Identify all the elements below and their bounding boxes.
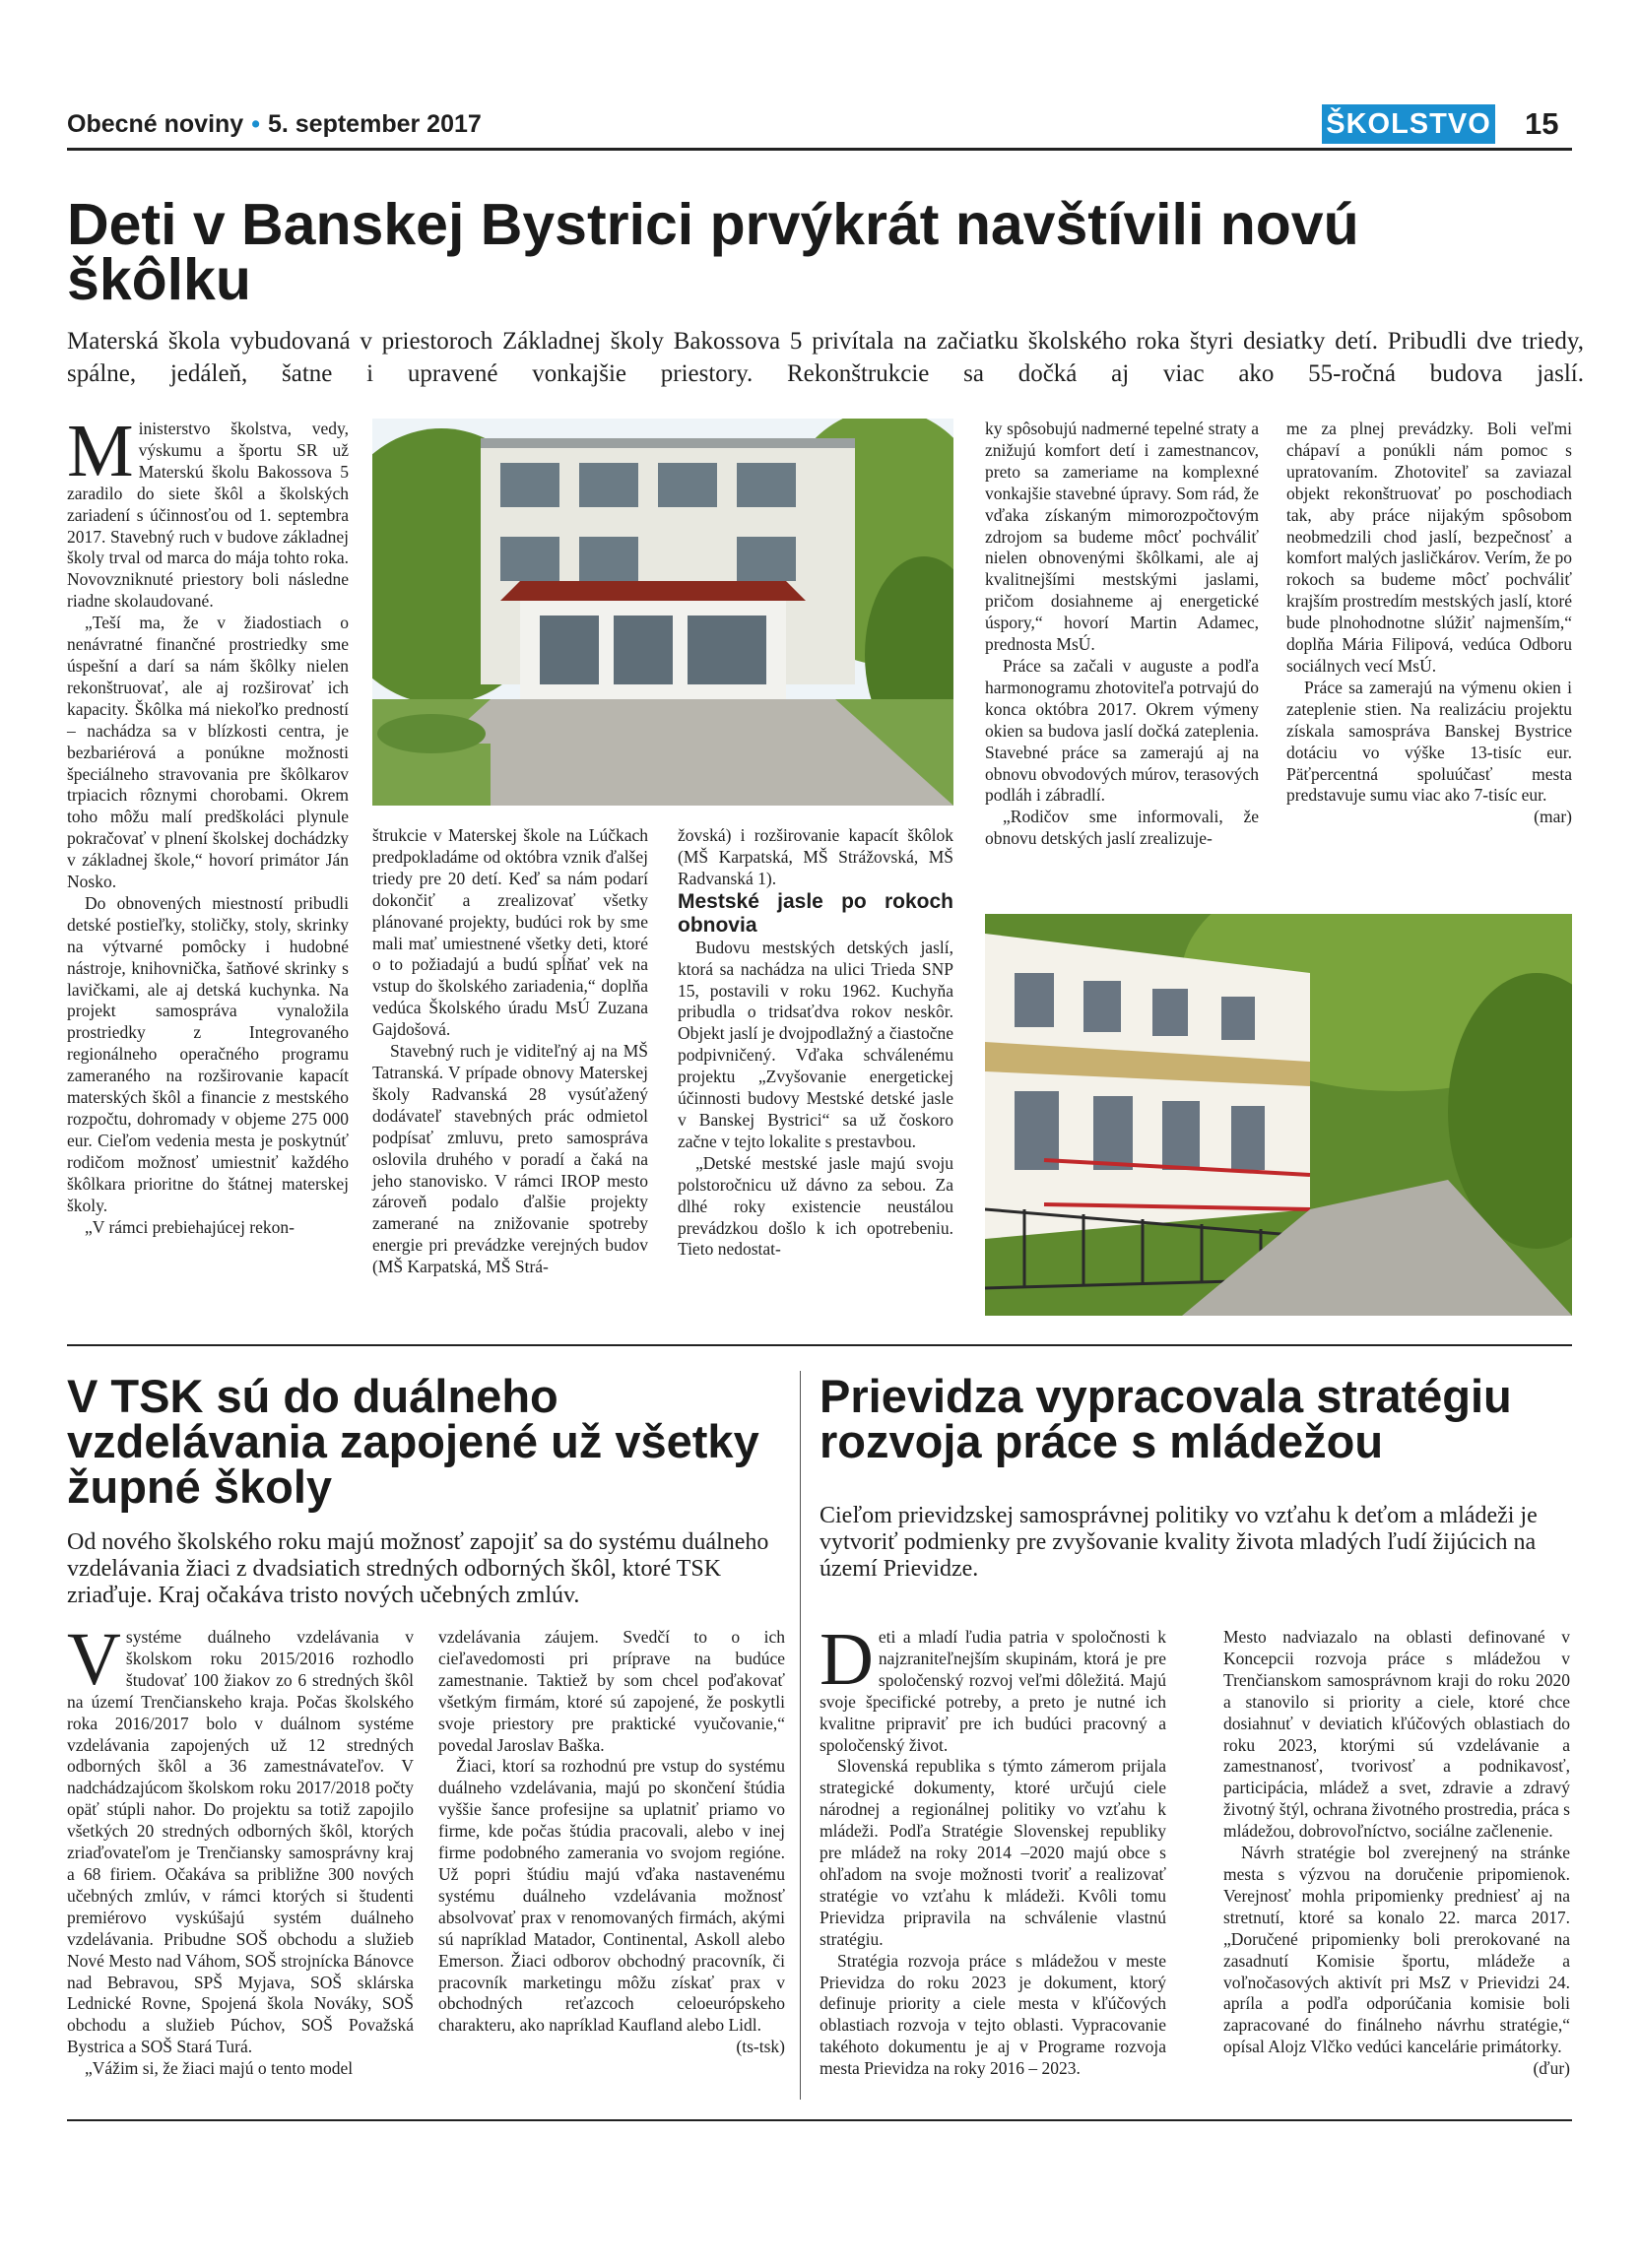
signature: (ts-tsk)	[736, 2037, 785, 2057]
bullet-separator: •	[251, 110, 260, 138]
signature: (mar)	[1534, 807, 1572, 827]
header-rule	[67, 148, 1572, 151]
article1-column-2	[372, 825, 648, 1278]
paragraph: štrukcie v Materskej škole na Lúčkach predpokladáme od októbra vznik ďalšej triedy pre 20 detí. Keď sa nám podarí dokončiť a zrealizovať všetky plánované projekty, budúci rok by sme mali mať umiestnené všetky deti, ktoré o to požiadajú a budú spĺňať vek na vstup do školského zariadenia,“ doplňa vedúca Školského úradu MsÚ Zuzana Gajdošová.	[372, 825, 648, 1040]
publication-name: Obecné noviny	[67, 110, 244, 138]
paragraph: Vsystéme duálneho vzdelávania v školskom roku 2015/2016 rozhodlo študovať 100 žiakov zo 6 stredných škôl na území Trenčianskeho kraja. Počas školského roka 2016/2017 bolo v duálnom systéme vzdelávania zapojených už 12 stredných odborných škôl a 36 zamestnávateľov. V nadchádzajúcom školskom roku 2017/2018 počty opäť stúpli nahor. Do projektu sa totiž zapojilo všetkých 20 stredných odborných škôl, ktorých zriaďovateľom je Trenčiansky samosprávny kraj a 68 firiem. Očakáva sa približne 300 nových učebných zmlúv, v rámci ktorých si študenti premiérovo vyskúšajú systém duálneho vzdelávania. Pribudne SOŠ obchodu a služieb Nové Mesto nad Váhom, SOŠ strojnícka Bánovce nad Bebravou, SPŠ Myjava, SOŠ sklárska Lednické Rovne, Spojená škola Nováky, SOŠ obchodu a služieb Púchov, SOŠ Považská Bystrica a SOŠ Stará Turá.	[67, 1618, 414, 2057]
bottom-rule	[67, 2119, 1572, 2121]
dropcap: D	[820, 1618, 874, 1701]
article1-lead: Materská škola vybudovaná v priestoroch Základnej školy Bakossova 5 privítala na začiatku školského roka štyri desiatky detí. Pribudli dve triedy, spálne, jedáleň, šatne i upravené vonkajšie priestory. Rekonštrukcie sa dočká aj viac ako 55-ročná budova jaslí.	[67, 328, 1584, 387]
paragraph: ky spôsobujú nadmerné tepelné straty a znižujú komfort detí i zamestnancov, preto sa zameriame na komplexné vonkajšie stavebné úpravy. Som rád, že vďaka získaným mimorozpočtovým zdrojom sa budeme môcť pochváliť nielen obnovenými škôlkami, ale aj kvalitnejšími mestskými jaslami, pričom dosiahneme aj energetické úspory,“ hovorí Martin Adamec, prednosta MsÚ.	[985, 419, 1259, 655]
nursery-building-photo	[985, 914, 1572, 1316]
paragraph: žovská) i rozširovanie kapacít škôlok (MŠ Karpatská, MŠ Strážovská, MŠ Radvanská 1).	[678, 825, 953, 888]
paragraph: Návrh stratégie bol zverejnený na stránke mesta s výzvou na doručenie pripomienok. Verejnosť mohla pripomienky predniesť aj na stretnutí, ktoré sa konalo 22. marca 2017. „Doručené pripomienky boli prerokované na zasadnutí Komisie športu, mládeže a voľnočasových aktivít pri MsZ v Prievidzi 24. apríla a podľa odporúčania komisie boli zapracované do finálneho návrhu stratégie,“ opísal Alojz Vlčko vedúci kancelárie primátorky.	[1223, 1843, 1570, 2057]
paragraph: Do obnovených miestností pribudli detské postieľky, stoličky, stoly, skrinky na výtvarné pomôcky i hudobné nástroje, knihovnička, šatňové skrinky s lavičkami, ale aj detská kuchynka. Na projekt samospráva vynaložila prostriedky z Integrovaného regionálneho operačného programu zameraného na rozširovanie kapacít materských škôl a financie z mestského rozpočtu, dohromady v objeme 275 000 eur. Cieľom vedenia mesta je poskytnúť rodičom možnosť umiestniť každého škôlkara prioritne do štátnej materskej školy.	[67, 892, 349, 1215]
paragraph: „Teší ma, že v žiadostiach o nenávratné finančné prostriedky sme úspešní a darí sa nám škôlky nielen rekonštruovať, ale aj rozširovať ich kapacity. Škôlka má niekoľko predností – nachádza sa v blízkosti centra, je bezbariérová a ponúkne možnosti špeciálneho stravovania pre škôlkarov trpiacich rôznymi chorobami. Okrem toho môžu malí predškoláci plynule pokračovať v plnení školskej dochádzky v základnej škole,“ hovorí primátor Ján Nosko.	[67, 613, 349, 892]
paragraph: me za plnej prevádzky. Boli veľmi chápaví a ponúkli nám pomoc s upratovaním. Zhotoviteľ sa zaviazal objekt rekonštruovať po poschodiach tak, aby práce nijakým spôsobom neobmedzili chod jaslí, bezpečnosť a komfort malých jasličkárov. Verím, že po rokoch sa budeme môcť pochváliť krajším prostredím mestských jaslí, ktoré bude plnohodnotne slúžiť najmenším,“ doplňa Mária Filipová, vedúca Odboru sociálnych vecí MsÚ.	[1286, 419, 1572, 676]
signature: (ďur)	[1533, 2058, 1570, 2079]
article3-lead: Cieľom prievidzskej samosprávnej politiky vo vzťahu k deťom a mládeži je vytvoriť podmienky pre zvyšovanie kvality života mladých ľudí žijúcich na území Prievidze.	[820, 1503, 1538, 1582]
article1-column-5	[1286, 419, 1572, 828]
article1-column-1	[67, 410, 349, 1238]
page-number: 15	[1525, 106, 1559, 141]
paragraph: Mesto nadviazalo na oblasti definované v Koncepcii rozvoja práce s mládežou v Trenčianskom samosprávnom kraji do roku 2020 a stanovilo si priority a ciele, ktoré chce dosiahnuť v deviatich kľúčových oblastiach do roku 2023, ktorými sú vzdelávanie a zamestnanosť, tvorivosť a podnikavosť, participácia, mládež a svet, zdravie a zdravý životný štýl, ochrana životného prostredia, práca s mládežou, dobrovoľníctvo, sociálne začlenenie.	[1223, 1627, 1570, 1842]
dropcap: M	[67, 410, 134, 492]
paragraph: Ministerstvo školstva, vedy, výskumu a športu SR už Materskú školu Bakossova 5 zaradilo do siete škôl a školských zariadení s účinnosťou od 1. septembra 2017. Stavebný ruch v budove základnej školy trval od marca do mája tohto roka. Novovzniknuté priestory boli následne riadne skolaudované.	[67, 410, 349, 612]
paragraph: „Detské mestské jasle majú svoju polstoročnicu už dávno za sebou. Za dlhé roky existencie neustálou prevádzkou došlo k ich opotrebeniu. Tieto nedostat-	[678, 1152, 953, 1260]
article1-column-3	[678, 825, 953, 1261]
article1-column-4	[985, 419, 1259, 850]
running-header	[67, 110, 482, 139]
dropcap: V	[67, 1618, 121, 1701]
article3-title: Prievidza vypracovala stratégiu rozvoja práce s mládežou	[820, 1370, 1512, 1467]
subheading: Mestské jasle po rokoch obnovia	[678, 889, 953, 937]
paragraph: „Rodičov sme informovali, že obnovu detských jaslí zrealizuje-	[985, 807, 1259, 849]
article2-column-2	[438, 1627, 785, 2058]
article1-title: Deti v Banskej Bystrici prvýkrát navštívili novú škôlku	[67, 192, 1359, 312]
article3-column-2	[1223, 1627, 1570, 2080]
paragraph: Stratégia rozvoja práce s mládežou v meste Prievidza do roku 2023 je dokument, ktorý definuje priority a ciele mesta v kľúčových oblastiach rozvoja v tejto oblasti. Vypracovanie takéhoto dokumentu je aj v Programe rozvoja mesta Prievidza na roky 2016 – 2023.	[820, 1950, 1166, 2079]
article2-lead: Od nového školského roku majú možnosť zapojiť sa do systému duálneho vzdelávania žiaci z dvadsiatich stredných odborných škôl, ktoré TSK zriaďuje. Kraj očakáva tristo nových učebných zmlúv.	[67, 1529, 769, 1608]
paragraph: Slovenská republika s týmto zámerom prijala strategické dokumenty, ktoré určujú ciele národnej a regionálnej politiky vo vzťahu k mládeži. Podľa Stratégie Slovenskej republiky pre mládež na roky 2014 –2020 majú obce s ohľadom na svoje možnosti tvoriť a realizovať stratégie vo vzťahu k mládeži. Kvôli tomu Prievidza pripravila na schválenie vlastnú stratégiu.	[820, 1756, 1166, 1949]
section-divider	[67, 1344, 1572, 1346]
article2-title: V TSK sú do duálneho vzdelávania zapojené už všetky župné školy	[67, 1370, 759, 1513]
article2-column-1	[67, 1618, 414, 2080]
paragraph: Žiaci, ktorí sa rozhodnú pre vstup do systému duálneho vzdelávania, majú po skončení štúdia vyššie šance profesijne sa uplatniť priamo vo firme, kde počas štúdia pracovali, alebo v inej firme podobného zamerania vo svojom regióne. Už popri štúdiu majú vďaka nastavenému systému duálneho vzdelávania možnosť absolvovať prax v renomovaných firmách, akými sú napríklad Matador, Continental, Askoll alebo Emerson. Žiaci odborov obchodný pracovník, či pracovník marketingu môžu získať prax v obchodných reťazcoch celoeurópskeho charakteru, ako napríklad Kaufland alebo Lidl.	[438, 1756, 785, 2036]
paragraph: Deti a mladí ľudia patria v spoločnosti k najzraniteľnejším skupinám, ktorá je pre spoločenský rozvoj veľmi dôležitá. Majú svoje špecifické potreby, a preto je nutné ich kvalitne pripraviť pre ich budúci pracovný a spoločenský život.	[820, 1618, 1166, 1755]
kindergarten-building-photo	[372, 419, 953, 806]
column-divider	[800, 1371, 801, 2100]
paragraph: „Vážim si, že žiaci majú o tento model	[85, 2058, 354, 2079]
paragraph: Stavebný ruch je viditeľný aj na MŠ Tatranská. V prípade obnovy Materskej školy Radvanská 28 vysúťažený dodávateľ stavebných prác odmietol podpísať zmluvu, preto samospráva oslovila druhého v poradí a čaká na jeho stanovisko. V rámci IROP mesto zároveň podalo ďalšie projekty zamerané na znižovanie spotreby energie pri prevádzke verejných budov (MŠ Karpatská, MŠ Strá-	[372, 1041, 648, 1277]
paragraph: Práce sa zamerajú na výmenu okien i zateplenie stien. Na realizáciu projektu získala samospráva Banskej Bystrice dotáciu vo výške 13-tisíc eur. Päťpercentná spoluúčasť mesta predstavuje sumu viac ako 7-tisíc eur.	[1286, 677, 1572, 806]
paragraph: vzdelávania záujem. Svedčí to o ich cieľavedomosti pri príprave na budúce zamestnanie. Taktiež by som chcel poďakovať všetkým firmám, ktoré sú zapojené, že poskytli svoje priestory pre praktické vyučovanie,“ povedal Jaroslav Baška.	[438, 1627, 785, 1755]
section-badge: ŠKOLSTVO	[1322, 104, 1495, 144]
paragraph: „V rámci prebiehajúcej rekon-	[85, 1216, 295, 1237]
article3-column-1	[820, 1618, 1166, 2080]
paragraph: Práce sa začali v auguste a podľa harmonogramu zhotoviteľa potrvajú do konca októbra 2017. Okrem výmeny okien sa budova jaslí dočká zateplenia. Stavebné práce sa zamerajú aj na obnovu obvodových múrov, terasových podláh i zábradlí.	[985, 655, 1259, 806]
paragraph: Budovu mestských detských jaslí, ktorá sa nachádza na ulici Trieda SNP 15, postavili v roku 1962. Kuchyňa pribudla o tridsaťdva rokov neskôr. Objekt jaslí je dvojpodlažný a čiastočne podpivničený. Vďaka schválenému projektu „Zvyšovanie energetickej účinnosti budovy Mestské detské jasle v Banskej Bystrici“ sa už čoskoro začne v tejto lokalite s prestavbou.	[678, 937, 953, 1151]
issue-date: 5. september 2017	[267, 110, 482, 138]
